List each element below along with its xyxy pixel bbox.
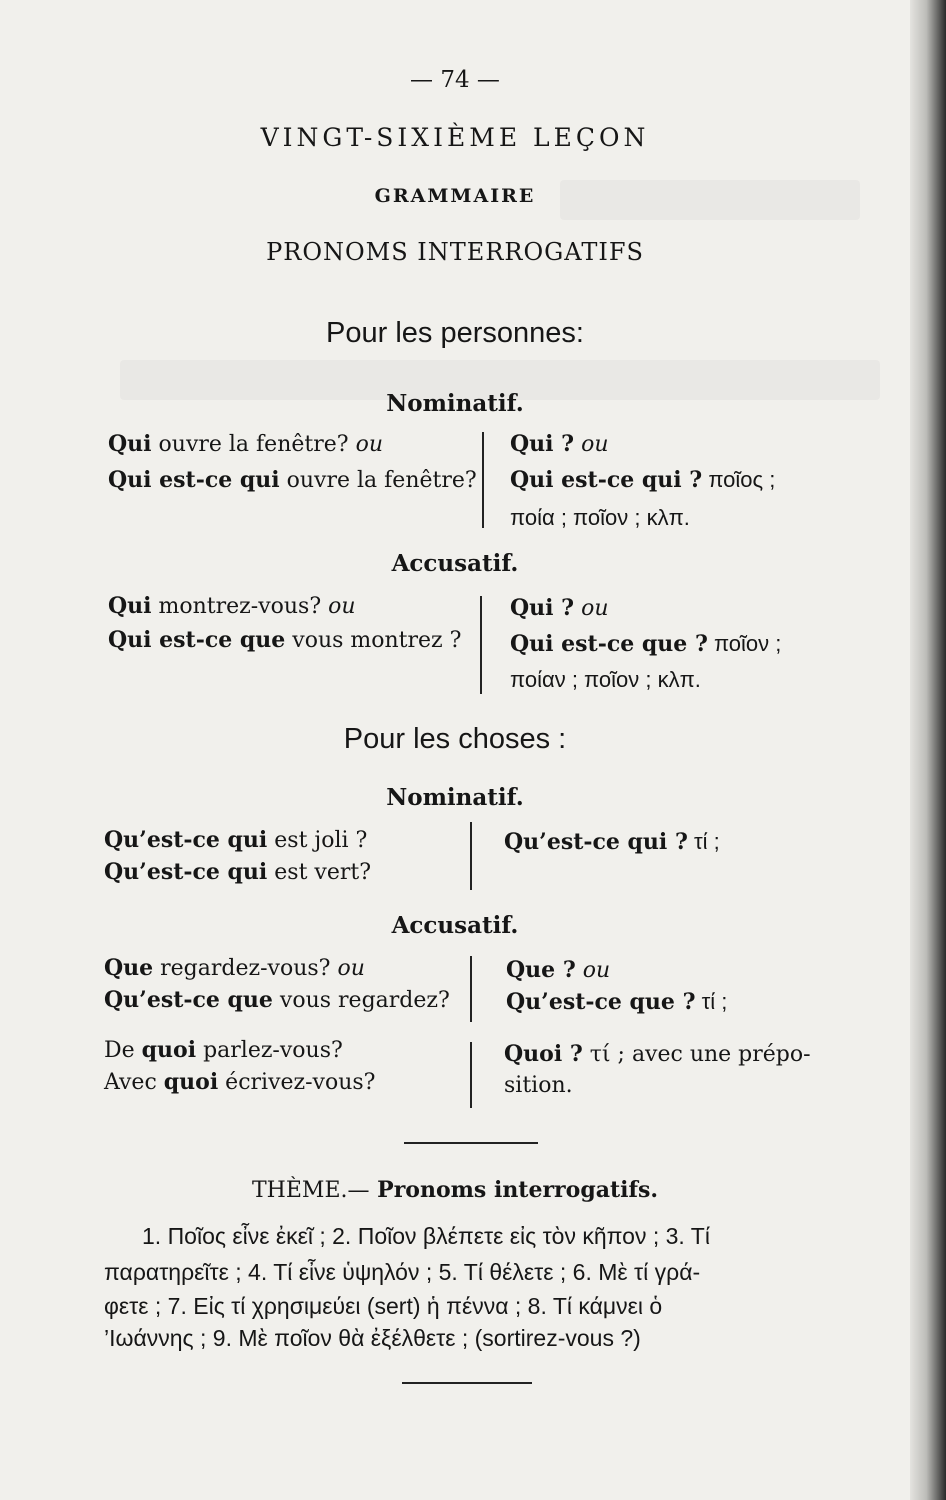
- answer-line: Qu’est-ce que ? τί ;: [506, 989, 728, 1015]
- column-divider: [470, 956, 472, 1022]
- group-heading-persons: Pour les personnes:: [326, 317, 584, 349]
- answer-line: Qui ? ou: [510, 431, 609, 457]
- example-line: De quoi parlez-vous?: [104, 1037, 343, 1063]
- case-heading-nominative: Nominatif.: [386, 390, 524, 417]
- lesson-title: VINGT-SIXIÈME LEÇON: [260, 123, 650, 152]
- answer-line: ποία ; ποῖον ; κλπ.: [510, 505, 690, 530]
- page-number: — 74 —: [410, 67, 500, 93]
- example-line: Avec quoi écrivez-vous?: [104, 1069, 376, 1095]
- column-divider: [480, 596, 482, 694]
- answer-line: ποίαν ; ποῖον ; κλπ.: [510, 667, 701, 692]
- separator-rule: [402, 1382, 532, 1384]
- column-divider: [470, 1042, 472, 1108]
- page-binding-edge: [910, 0, 946, 1500]
- example-line: Qu’est-ce que vous regardez?: [104, 987, 450, 1013]
- answer-line: Que ? ou: [506, 957, 611, 983]
- theme-line: φετε ; 7. Εἰς τί χρησιμεύει (sert) ἡ πέννα ; 8. Τί κάμνει ὁ: [104, 1293, 663, 1319]
- case-heading-accusative: Accusatif.: [391, 912, 519, 939]
- example-line: Qu’est-ce qui est joli ?: [104, 827, 368, 853]
- example-line: Qui ouvre la fenêtre? ou: [108, 431, 383, 457]
- example-line: Qui montrez-vous? ou: [108, 593, 356, 619]
- theme-line: ’Ιωάννης ; 9. Μὲ ποῖον θὰ ἐξέλθετε ; (sortirez-vous ?): [104, 1325, 641, 1351]
- example-line: Qui est-ce que vous montrez ?: [108, 627, 462, 653]
- answer-line: Qui est-ce qui ? ποῖος ;: [510, 467, 776, 493]
- separator-rule: [404, 1142, 538, 1144]
- section-title: GRAMMAIRE: [374, 185, 536, 207]
- theme-line: παρατηρεῖτε ; 4. Τί εἶνε ὑψηλόν ; 5. Τί θέλετε ; 6. Μὲ τί γρά-: [104, 1259, 701, 1285]
- column-divider: [482, 432, 484, 528]
- theme-line: 1. Ποῖος εἶνε ἐκεῖ ; 2. Ποῖον βλέπετε εἰς τὸν κῆπον ; 3. Τί: [142, 1223, 710, 1249]
- answer-line: Quoi ? τί ; avec une prépo-: [504, 1041, 811, 1067]
- example-line: Qui est-ce qui ouvre la fenêtre?: [108, 467, 477, 493]
- group-heading-things: Pour les choses :: [343, 723, 567, 755]
- answer-line: Qui ? ou: [510, 595, 609, 621]
- answer-line: sition.: [504, 1073, 573, 1098]
- subject-title: PRONOMS INTERROGATIFS: [266, 238, 644, 266]
- answer-line: Qu’est-ce qui ? τί ;: [504, 829, 720, 855]
- column-divider: [470, 822, 472, 890]
- example-line: Que regardez-vous? ou: [104, 955, 365, 981]
- case-heading-accusative: Accusatif.: [391, 550, 519, 577]
- theme-heading: THÈME.— Pronoms interrogatifs.: [252, 1177, 658, 1203]
- case-heading-nominative: Nominatif.: [386, 784, 524, 811]
- answer-line: Qui est-ce que ? ποῖον ;: [510, 631, 782, 657]
- example-line: Qu’est-ce qui est vert?: [104, 859, 372, 885]
